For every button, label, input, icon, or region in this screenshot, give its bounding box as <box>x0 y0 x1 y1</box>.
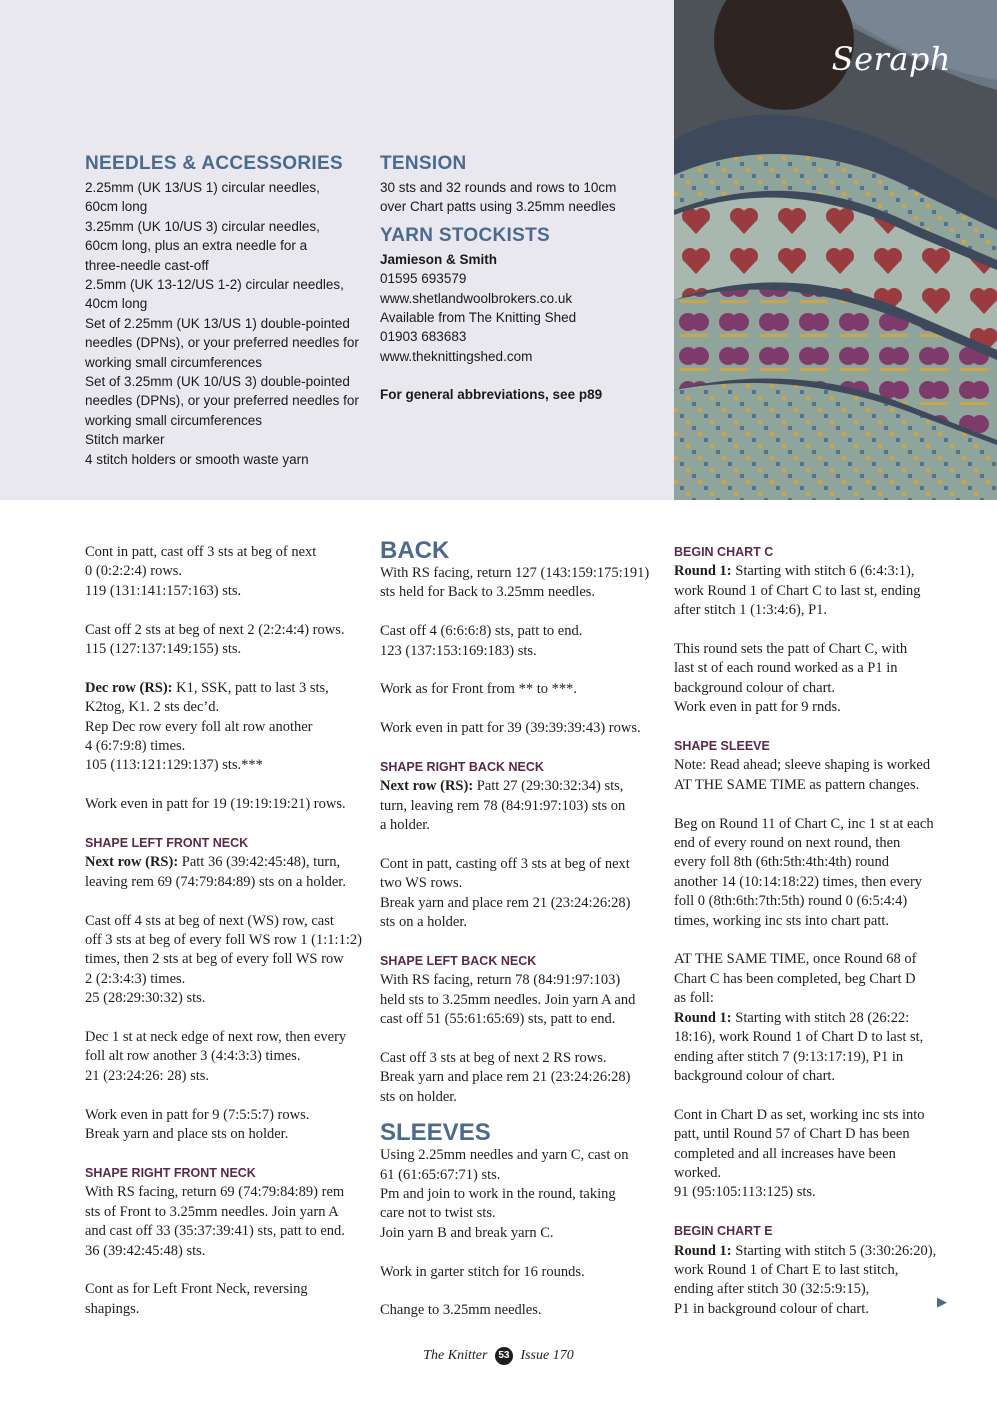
text-line: a holder. <box>380 817 430 834</box>
text-line: 18:16), work Round 1 of Chart D to last st, <box>674 1029 924 1046</box>
text-line: Work even in patt for 9 (7:5:5:7) rows. <box>85 1106 310 1123</box>
text-line: work Round 1 of Chart E to last stitch, <box>674 1261 899 1278</box>
text-line: 91 (95:105:113:125) sts. <box>674 1184 816 1201</box>
text-line: background colour of chart. <box>674 679 836 696</box>
text-line: Break yarn and place sts on holder. <box>85 1126 289 1143</box>
text-line: Starting with stitch 5 (3:30:26:20), <box>731 1242 937 1259</box>
text-line: Break yarn and place rem 21 (23:24:26:28) <box>380 1069 631 1086</box>
stockist-name: Jamieson & Smith <box>380 251 498 267</box>
text-line: Work even in patt for 39 (39:39:39:43) rows. <box>380 720 641 737</box>
text-line: 36 (39:42:45:48) sts. <box>85 1242 206 1259</box>
needles-line: 40cm long <box>85 296 148 312</box>
text-line: Beg on Round 11 of Chart C, inc 1 st at each <box>674 815 934 832</box>
dec-row-label: Dec row (RS): <box>85 679 173 696</box>
text-line: Work in garter stitch for 16 rounds. <box>380 1263 585 1280</box>
text-line: as foll: <box>674 990 714 1007</box>
paragraph <box>380 680 660 699</box>
text-line: AT THE SAME TIME, once Round 68 of <box>674 951 917 968</box>
stockist-line: Available from The Knitting Shed <box>380 310 577 326</box>
text-line: foll 0 (8th:6th:7th:5th) round 0 (6:5:4:4) <box>674 893 908 910</box>
text-line: With RS facing, return 127 (143:159:175:191) <box>380 565 650 581</box>
needles-line: Stitch marker <box>85 432 165 448</box>
text-line: Work even in patt for 19 (19:19:19:21) rows. <box>85 796 346 813</box>
text-line: 0 (0:2:2:4) rows. <box>85 563 183 580</box>
text-line: last st of each round worked as a P1 in <box>674 660 898 677</box>
needles-line: Set of 2.25mm (UK 13/US 1) double-pointed <box>85 315 350 331</box>
text-line: turn, leaving rem 78 (84:91:97:103) sts on <box>380 797 626 814</box>
page-number: 53 <box>495 1347 513 1365</box>
needles-line: Set of 3.25mm (UK 10/US 3) double-pointed <box>85 374 350 390</box>
tension-line: 30 sts and 32 rounds and rows to 10cm <box>380 180 617 195</box>
back-heading: BACK <box>380 537 450 564</box>
text-line: AT THE SAME TIME as pattern changes. <box>674 776 920 793</box>
paragraph <box>85 679 370 776</box>
paragraph <box>85 853 370 892</box>
text-line: sts on a holder. <box>380 914 467 931</box>
tension-title: TENSION <box>380 153 467 174</box>
subheading: SHAPE LEFT BACK NECK <box>380 954 537 969</box>
sleeves-heading: SLEEVES <box>380 1119 491 1147</box>
text-line: 119 (131:141:157:163) sts. <box>85 582 242 599</box>
text-line: Cont in patt, cast off 3 sts at beg of next <box>85 544 317 560</box>
tension-section <box>380 152 660 405</box>
text-line: Work even in patt for 9 rnds. <box>674 699 841 716</box>
needles-line: 2.25mm (UK 13/US 1) circular needles, <box>85 180 320 195</box>
needles-line: three-needle cast-off <box>85 257 209 273</box>
text-line: Patt 27 (29:30:32:34) sts, <box>473 778 624 795</box>
stockists-title: YARN STOCKISTS <box>380 224 550 246</box>
paragraph <box>85 795 370 814</box>
text-line: times, working inc sts into chart patt. <box>674 912 890 929</box>
paragraph <box>85 1183 370 1261</box>
paragraph <box>380 1146 660 1243</box>
paragraph <box>674 756 954 795</box>
text-line: completed and all increases have been <box>674 1145 896 1162</box>
round-label: Round 1: <box>674 563 732 580</box>
text-line: Join yarn B and break yarn C. <box>380 1224 554 1241</box>
text-line: foll alt row another 3 (4:4:3:3) times. <box>85 1048 301 1065</box>
text-line: Work as for Front from ** to ***. <box>380 681 577 698</box>
text-line: Rep Dec row every foll alt row another <box>85 718 313 735</box>
text-line: K2tog, K1. 2 sts dec’d. <box>85 699 220 716</box>
text-line: Cont in Chart D as set, working inc sts into <box>674 1106 925 1123</box>
text-line: ending after stitch 30 (32:5:9:15), <box>674 1281 870 1298</box>
paragraph <box>674 562 954 620</box>
text-line: Patt 36 (39:42:45:48), turn, <box>178 854 341 871</box>
subheading: SHAPE RIGHT BACK NECK <box>380 760 544 774</box>
text-line: two WS rows. <box>380 875 463 892</box>
paragraph <box>380 855 660 933</box>
text-line: shapings. <box>85 1300 140 1317</box>
needles-line: working small circumferences <box>85 412 263 428</box>
paragraph <box>85 1028 370 1086</box>
stockist-phone: 01903 683683 <box>380 329 467 345</box>
text-line: work Round 1 of Chart C to last st, ending <box>674 582 921 599</box>
paragraph <box>380 564 660 603</box>
text-line: Break yarn and place rem 21 (23:24:26:28) <box>380 894 631 911</box>
paragraph <box>380 1263 660 1282</box>
text-line: Change to 3.25mm needles. <box>380 1302 542 1319</box>
issue-number: Issue 170 <box>520 1348 574 1363</box>
text-line: 2 (2:3:4:3) times. <box>85 970 186 987</box>
text-line: Cast off 4 sts at beg of next (WS) row, cast <box>85 912 334 929</box>
text-line: Using 2.25mm needles and yarn C, cast on <box>380 1147 629 1164</box>
text-line: every foll 8th (6th:5th:4th:4th) round <box>674 854 890 871</box>
text-line: Chart C has been completed, beg Chart D <box>674 970 916 987</box>
text-line: 61 (61:65:67:71) sts. <box>380 1166 501 1183</box>
continue-arrow-icon: ▶ <box>937 1295 947 1310</box>
text-line: Starting with stitch 28 (26:22: <box>731 1009 910 1026</box>
paragraph <box>85 1106 370 1145</box>
text-line: With RS facing, return 69 (74:79:84:89) rem <box>85 1184 345 1201</box>
paragraph <box>380 777 660 835</box>
round-label: Round 1: <box>674 1009 732 1026</box>
text-line: cast off 51 (55:61:65:69) sts, patt to end. <box>380 1011 616 1028</box>
paragraph <box>85 1280 370 1319</box>
text-line: 115 (127:137:149:155) sts. <box>85 641 242 658</box>
text-line: 21 (23:24:26: 28) sts. <box>85 1067 210 1084</box>
next-row-label: Next row (RS): <box>380 778 474 795</box>
text-line: patt, until Round 57 of Chart D has been <box>674 1126 910 1143</box>
column-front <box>85 543 370 1339</box>
tension-line: over Chart patts using 3.25mm needles <box>380 199 616 215</box>
subheading: SHAPE RIGHT FRONT NECK <box>85 1165 256 1180</box>
column-back-sleeves <box>380 537 660 1340</box>
paragraph <box>674 640 954 718</box>
subheading: BEGIN CHART C <box>674 545 774 559</box>
text-line: Pm and join to work in the round, taking <box>380 1186 616 1203</box>
paragraph <box>380 1049 660 1107</box>
abbreviations-note: For general abbreviations, see p89 <box>380 387 603 403</box>
text-line: With RS facing, return 78 (84:91:97:103) <box>380 972 621 989</box>
paragraph <box>85 912 370 1009</box>
paragraph <box>674 1009 954 1087</box>
text-line: off 3 sts at beg of every foll WS row 1 (1:1:1:2) <box>85 932 362 949</box>
paragraph <box>380 719 660 738</box>
text-line: Cast off 4 (6:6:6:8) sts, patt to end. <box>380 623 583 640</box>
page-footer <box>0 1347 997 1365</box>
magazine-name: The Knitter <box>423 1348 488 1363</box>
text-line: care not to twist sts. <box>380 1205 496 1222</box>
text-line: Cont as for Left Front Neck, reversing <box>85 1281 308 1298</box>
text-line: and cast off 33 (35:37:39:41) sts, patt to end. <box>85 1223 345 1240</box>
stockist-url[interactable]: www.theknittingshed.com <box>380 348 533 364</box>
text-line: 105 (113:121:129:137) sts.*** <box>85 757 263 774</box>
text-line: Cast off 2 sts at beg of next 2 (2:2:4:4) rows. <box>85 621 345 638</box>
next-row-label: Next row (RS): <box>85 854 179 871</box>
stockist-phone: 01595 693579 <box>380 271 467 287</box>
text-line: K1, SSK, patt to last 3 sts, <box>172 679 329 696</box>
text-line: Cast off 3 sts at beg of next 2 RS rows. <box>380 1050 607 1067</box>
text-line: leaving rem 69 (74:79:84:89) sts on a holder. <box>85 873 346 890</box>
needles-line: working small circumferences <box>85 354 263 370</box>
text-line: 123 (137:153:169:183) sts. <box>380 642 537 659</box>
text-line: 25 (28:29:30:32) sts. <box>85 990 206 1007</box>
text-line: sts of Front to 3.25mm needles. Join yarn A <box>85 1203 339 1220</box>
needles-line: 3.25mm (UK 10/US 3) circular needles, <box>85 218 320 234</box>
subheading: SHAPE LEFT FRONT NECK <box>85 836 249 851</box>
text-line: Cont in patt, casting off 3 sts at beg of next <box>380 856 630 873</box>
paragraph <box>380 1301 660 1320</box>
needles-line: 2.5mm (UK 13-12/US 1-2) circular needles, <box>85 277 344 293</box>
sweater-photo <box>674 0 997 500</box>
paragraph <box>380 622 660 661</box>
column-sleeve-charts <box>674 543 954 1339</box>
paragraph <box>674 1242 954 1320</box>
text-line: worked. <box>674 1164 722 1181</box>
paragraph <box>85 543 370 601</box>
text-line: sts on holder. <box>380 1088 457 1105</box>
stockist-url[interactable]: www.shetlandwoolbrokers.co.uk <box>380 290 573 306</box>
needles-line: needles (DPNs), or your preferred needles for <box>85 335 359 351</box>
text-line: after stitch 1 (1:3:4:6), P1. <box>674 602 828 619</box>
text-line: P1 in background colour of chart. <box>674 1300 869 1317</box>
pattern-name: Seraph <box>831 40 951 78</box>
text-line: ending after stitch 7 (9:13:17:19), P1 in <box>674 1048 904 1065</box>
paragraph <box>674 815 954 931</box>
round-label: Round 1: <box>674 1242 732 1259</box>
text-line: Starting with stitch 6 (6:4:3:1), <box>731 563 915 580</box>
text-line: times, then 2 sts at beg of every foll WS row <box>85 951 344 968</box>
needles-line: needles (DPNs), or your preferred needles for <box>85 393 359 409</box>
paragraph <box>380 971 660 1029</box>
paragraph <box>85 621 370 660</box>
needles-title: NEEDLES & ACCESSORIES <box>85 153 343 174</box>
subheading: SHAPE SLEEVE <box>674 739 770 754</box>
text-line: end of every round on next round, then <box>674 835 901 852</box>
needles-line: 60cm long <box>85 199 148 215</box>
text-line: sts held for Back to 3.25mm needles. <box>380 584 596 601</box>
text-line: background colour of chart. <box>674 1067 836 1084</box>
text-line: Note: Read ahead; sleeve shaping is worked <box>674 757 931 774</box>
text-line: another 14 (10:14:18:22) times, then every <box>674 873 923 890</box>
text-line: held sts to 3.25mm needles. Join yarn A and <box>380 991 636 1008</box>
needles-line: 60cm long, plus an extra needle for a <box>85 238 308 254</box>
paragraph <box>674 950 954 1008</box>
text-line: Dec 1 st at neck edge of next row, then every <box>85 1029 347 1046</box>
needles-section <box>85 152 365 469</box>
needles-line: 4 stitch holders or smooth waste yarn <box>85 451 309 467</box>
subheading: BEGIN CHART E <box>674 1224 773 1239</box>
text-line: 4 (6:7:9:8) times. <box>85 738 186 755</box>
text-line: This round sets the patt of Chart C, with <box>674 641 908 658</box>
paragraph <box>674 1106 954 1203</box>
